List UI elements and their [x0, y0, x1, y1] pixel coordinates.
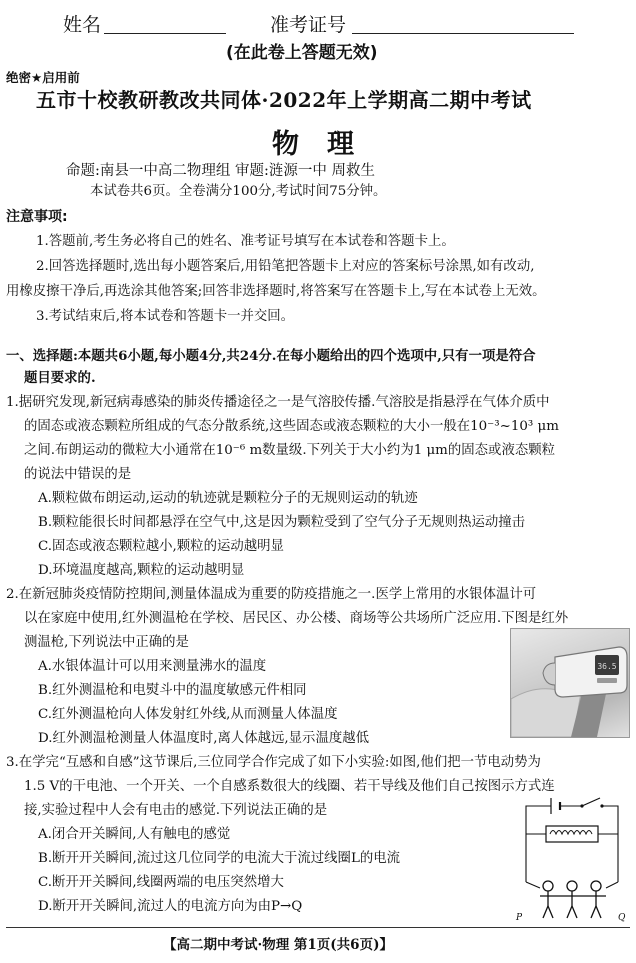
note-item: 3.考试结束后,将本试卷和答题卡一并交回。: [36, 309, 295, 324]
section-heading: 一、选择题:本题共6小题,每小题4分,共24分.在每小题给出的四个选项中,只有一项是符合: [6, 348, 536, 364]
thermometer-gun-icon: [511, 629, 629, 737]
option-b: B.颗粒能很长时间都悬浮在空气中,这是因为颗粒受到了空气分子无规则热运动撞击: [38, 515, 526, 530]
switch-icon: [582, 798, 600, 806]
question-text: 测温枪,下列说法中正确的是: [24, 635, 189, 650]
question-text: 以在家庭中使用,红外测温枪在学校、居民区、办公楼、商场等公共场所广泛应用.下图是红外: [24, 611, 569, 626]
invalid-note: (在此卷上答题无效): [226, 43, 378, 63]
note-item: 2.回答选择题时,选出每小题答案后,用铅笔把答题卡上对应的答案标号涂黑,如有改动,: [36, 259, 535, 274]
authors-line: 命题:南县一中高二物理组 审题:涟源一中 周救生: [66, 163, 375, 179]
option-b: B.断开开关瞬间,流过这几位同学的电流大于流过线圈L的电流: [38, 851, 401, 866]
option-d: D.红外测温枪测量人体温度时,离人体越远,显示温度越低: [38, 731, 370, 746]
option-a: A.水银体温计可以用来测量沸水的温度: [38, 659, 267, 674]
page-footer: 【高二期中考试·物理 第1页(共6页)】: [163, 937, 393, 953]
option-d: D.断开开关瞬间,流过人的电流方向为由P→Q: [38, 899, 303, 914]
question-text: 之间.布朗运动的微粒大小通常在10⁻⁶ m数量级.下列关于大小约为1 μm的固态或液态颗粒: [24, 443, 556, 458]
subject-title: 物理: [272, 129, 382, 160]
exam-info: 本试卷共6页。全卷满分100分,考试时间75分钟。: [90, 184, 387, 199]
self-inductance-circuit-diagram: [514, 792, 630, 924]
inductor-coil-icon: [546, 826, 598, 842]
infrared-thermometer-photo: [510, 628, 630, 738]
note-item: 用橡皮擦干净后,再选涂其他答案;回答非选择题时,将答案写在答题卡上,写在本试卷上无效。: [6, 284, 546, 299]
students-holding-hands-icon: [540, 881, 606, 918]
question-text: 的说法中错误的是: [24, 467, 132, 482]
question-text: 3.在学完“互感和自感”这节课后,三位同学合作完成了如下小实验:如图,他们把一节电动势为: [6, 755, 541, 770]
secret-label: 绝密★启用前: [6, 70, 80, 85]
footer-divider: [6, 927, 630, 928]
section-heading-cont: 题目要求的.: [24, 370, 96, 386]
name-label: 姓名: [63, 14, 102, 36]
option-c: C.断开开关瞬间,线圈两端的电压突然增大: [38, 875, 284, 890]
notes-heading: 注意事项:: [6, 209, 68, 225]
option-c: C.固态或液态颗粒越小,颗粒的运动越明显: [38, 539, 284, 554]
question-text: 的固态或液态颗粒所组成的气态分散系统,这些固态或液态颗粒的大小一般在10⁻³~10³ μm: [24, 419, 559, 434]
question-text: 1.5 V的干电池、一个开关、一个自感系数很大的线圈、若干导线及他们自己按图示方式连: [24, 779, 555, 794]
name-field[interactable]: [104, 9, 226, 34]
option-a: A.颗粒做布朗运动,运动的轨迹就是颗粒分子的无规则运动的轨迹: [38, 491, 418, 506]
label-q: Q: [618, 913, 626, 923]
option-a: A.闭合开关瞬间,人有触电的感觉: [38, 827, 231, 842]
option-d: D.环境温度越高,颗粒的运动越明显: [38, 563, 245, 578]
label-p: P: [516, 913, 523, 923]
question-text: 接,实验过程中人会有电击的感觉.下列说法正确的是: [24, 803, 328, 818]
exam-id-label: 准考证号: [270, 14, 347, 36]
exam-title: 五市十校教研教改共同体·2022年上学期高二期中考试: [36, 88, 532, 112]
question-text: 1.据研究发现,新冠病毒感染的肺炎传播途径之一是气溶胶传播.气溶胶是指悬浮在气体介质中: [6, 395, 550, 410]
exam-id-field[interactable]: [352, 9, 574, 34]
option-c: C.红外测温枪向人体发射红外线,从而测量人体温度: [38, 707, 338, 722]
option-b: B.红外测温枪和电熨斗中的温度敏感元件相同: [38, 683, 307, 698]
question-text: 2.在新冠肺炎疫情防控期间,测量体温成为重要的防疫措施之一.医学上常用的水银体温计可: [6, 587, 537, 602]
note-item: 1.答题前,考生务必将自己的姓名、准考证号填写在本试卷和答题卡上。: [36, 234, 455, 249]
display-reading: 36.5: [597, 662, 617, 671]
